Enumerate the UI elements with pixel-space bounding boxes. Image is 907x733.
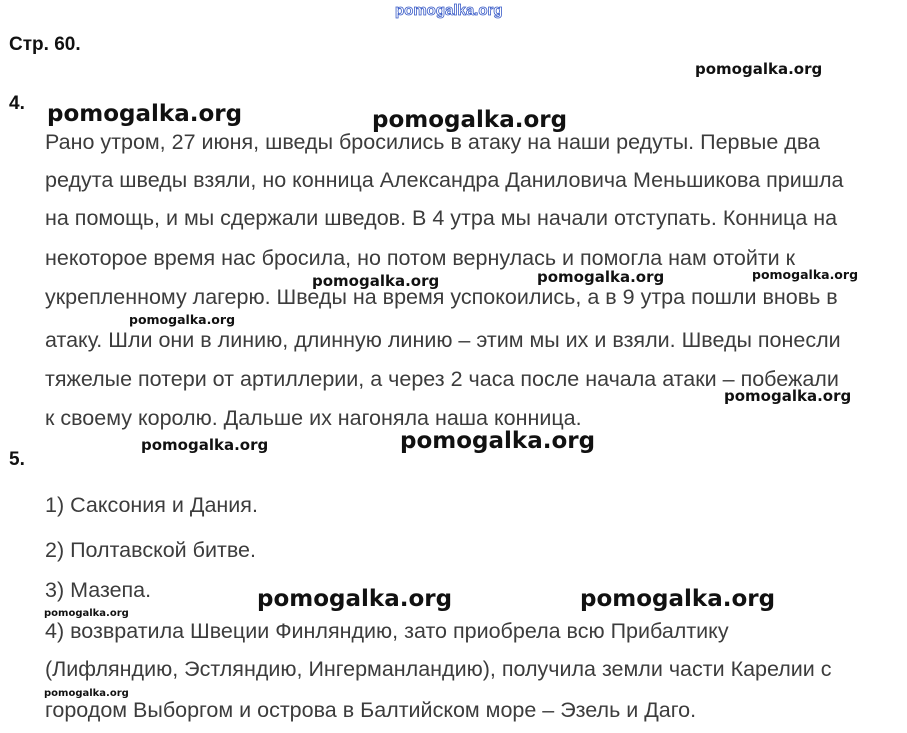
task-4-line: на помощь, и мы сдержали шведов. В 4 утра мы начали отступать. Конница на	[45, 206, 838, 230]
watermark: pomogalka.org	[257, 586, 453, 612]
watermark: pomogalka.org	[537, 268, 665, 286]
task-5-number: 5.	[9, 449, 25, 470]
watermark: pomogalka.org	[312, 272, 440, 290]
watermark: pomogalka.org	[47, 101, 243, 127]
task-5-answer: 4) возвратила Швеции Финляндию, зато приобрела всю Прибалтику	[45, 619, 729, 643]
watermark: pomogalka.org	[400, 428, 596, 454]
watermark: pomogalka.org	[129, 312, 236, 327]
watermark: pomogalka.org	[372, 107, 568, 133]
task-4-line: некоторое время нас бросила, но потом вернулась и помогла нам отойти к	[45, 246, 796, 270]
task-5-answer: городом Выборгом и острова в Балтийском море – Эзель и Даго.	[45, 698, 697, 722]
task-4-number: 4.	[9, 93, 25, 114]
watermark: pomogalka.org	[44, 608, 129, 619]
task-5-answer: 3) Мазепа.	[45, 578, 152, 602]
task-4-line: редута шведы взяли, но конница Александра Даниловича Меньшикова пришла	[45, 168, 844, 192]
watermark: pomogalka.org	[580, 586, 776, 612]
task-5-answer: (Лифляндию, Эстляндию, Ингерманландию), получила земли части Карелии с	[45, 657, 832, 681]
page-number-heading: Стр. 60.	[9, 34, 81, 55]
task-4-line: Рано утром, 27 июня, шведы бросились в атаку на наши редуты. Первые два	[45, 130, 820, 154]
watermark: pomogalka.org	[141, 436, 269, 454]
watermark: pomogalka.org	[44, 688, 129, 699]
task-4-line: укрепленному лагерю. Шведы на время успокоились, а в 9 утра пошли вновь в	[45, 285, 838, 309]
watermark: pomogalka.org	[695, 60, 823, 78]
task-5-answer: 1) Саксония и Дания.	[45, 493, 258, 517]
task-4-line: к своему королю. Дальше их нагоняла наша конница.	[45, 406, 582, 430]
task-5-answer: 2) Полтавской битве.	[45, 538, 256, 562]
task-4-line: атаку. Шли они в линию, длинную линию – этим мы их и взяли. Шведы понесли	[45, 328, 841, 352]
task-4-line: тяжелые потери от артиллерии, а через 2 часа после начала атаки – побежали	[45, 367, 839, 391]
watermark-top: pomogalka.org	[395, 2, 503, 19]
watermark: pomogalka.org	[752, 267, 859, 282]
watermark: pomogalka.org	[724, 387, 852, 405]
